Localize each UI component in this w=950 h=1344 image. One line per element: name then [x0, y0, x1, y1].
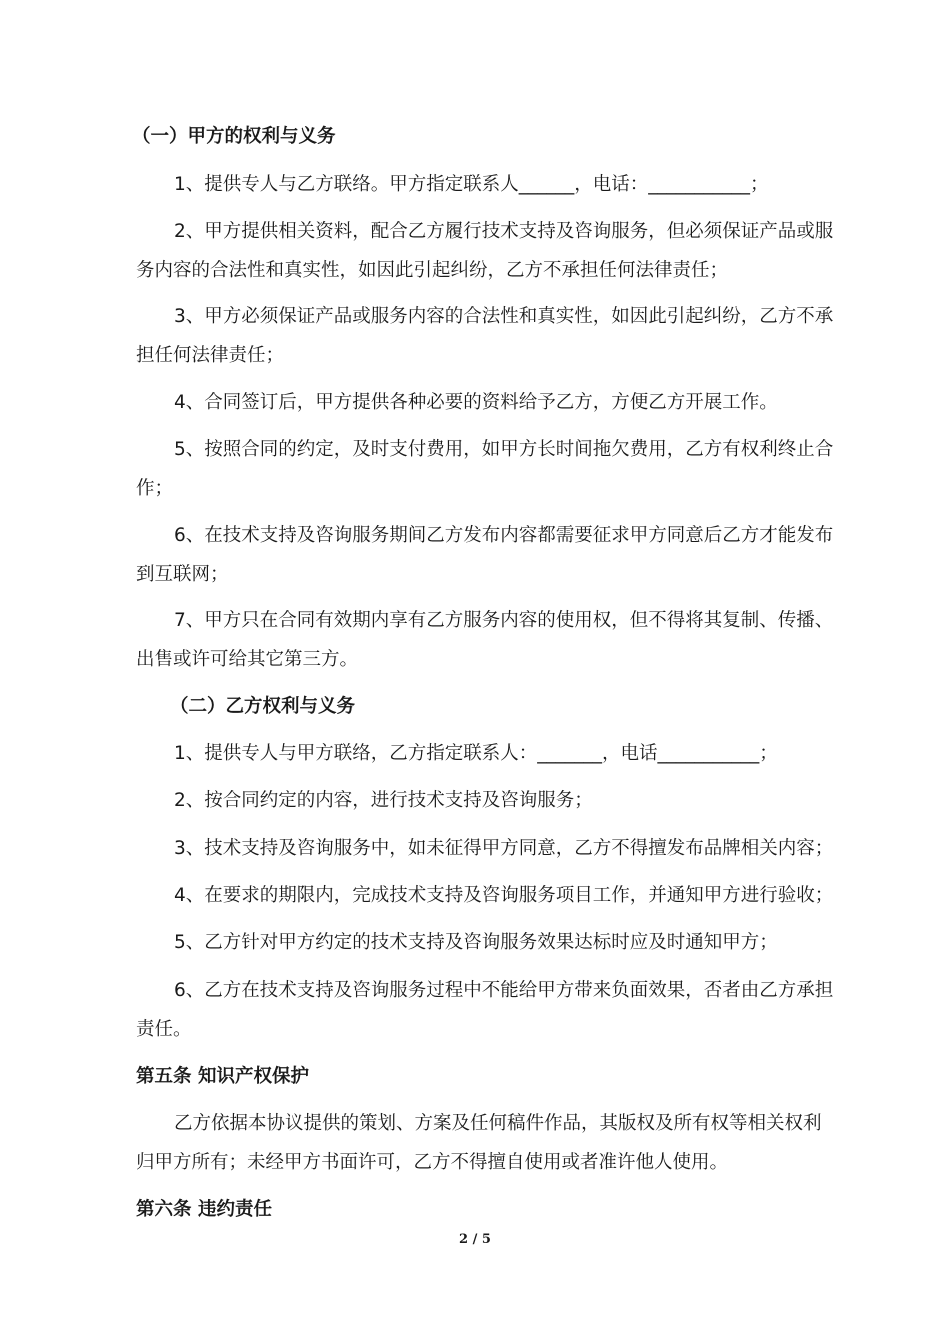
party-a-item-7-line-2: 出售或许可给其它第三方。 [136, 649, 359, 670]
party-a-item-5-line-1: 5、按照合同的约定，及时支付费用，如甲方长时间拖欠费用，乙方有权利终止合 [174, 439, 834, 460]
party-b-item-3: 3、技术支持及咨询服务中，如未征得甲方同意，乙方不得擅发布品牌相关内容； [174, 838, 834, 859]
party-b-item-1: 1、提供专人与甲方联络，乙方指定联系人：_______，电话___________； [174, 743, 778, 764]
party-a-item-5-line-2: 作； [136, 478, 174, 499]
party-b-item-4: 4、在要求的期限内，完成技术支持及咨询服务项目工作，并通知甲方进行验收； [174, 885, 834, 906]
party-a-item-4: 4、合同签订后，甲方提供各种必要的资料给予乙方，方便乙方开展工作。 [174, 392, 778, 413]
party-a-item-1: 1、提供专人与乙方联络。甲方指定联系人______，电话：___________； [174, 174, 769, 195]
section-heading-party-b: （二）乙方权利与义务 [170, 696, 356, 717]
party-b-item-2: 2、按合同约定的内容，进行技术支持及咨询服务； [174, 790, 593, 811]
party-a-item-6-line-1: 6、在技术支持及咨询服务期间乙方发布内容都需要征求甲方同意后乙方才能发布 [174, 525, 834, 546]
article-5-body-line-2: 归甲方所有；未经甲方书面许可，乙方不得擅自使用或者准许他人使用。 [136, 1152, 729, 1173]
page-number: 2 / 5 [459, 1232, 491, 1247]
party-b-item-6-line-2: 责任。 [136, 1019, 192, 1040]
section-heading-party-a: （一）甲方的权利与义务 [132, 126, 336, 147]
article-5-heading: 第五条 知识产权保护 [136, 1066, 309, 1087]
party-a-item-2-line-2: 务内容的合法性和真实性，如因此引起纠纷，乙方不承担任何法律责任； [136, 260, 729, 281]
party-b-item-5: 5、乙方针对甲方约定的技术支持及咨询服务效果达标时应及时通知甲方； [174, 932, 778, 953]
article-5-body-line-1: 乙方依据本协议提供的策划、方案及任何稿件作品，其版权及所有权等相关权利 [174, 1113, 822, 1134]
article-6-heading: 第六条 违约责任 [136, 1199, 272, 1220]
party-a-item-6-line-2: 到互联网； [136, 564, 229, 585]
party-a-item-2-line-1: 2、甲方提供相关资料，配合乙方履行技术支持及咨询服务，但必须保证产品或服 [174, 221, 834, 242]
party-b-item-6-line-1: 6、乙方在技术支持及咨询服务过程中不能给甲方带来负面效果，否者由乙方承担 [174, 980, 834, 1001]
party-a-item-3-line-2: 担任何法律责任； [136, 345, 285, 366]
party-a-item-7-line-1: 7、甲方只在合同有效期内享有乙方服务内容的使用权，但不得将其复制、传播、 [174, 610, 834, 631]
party-a-item-3-line-1: 3、甲方必须保证产品或服务内容的合法性和真实性，如因此引起纠纷，乙方不承 [174, 306, 834, 327]
